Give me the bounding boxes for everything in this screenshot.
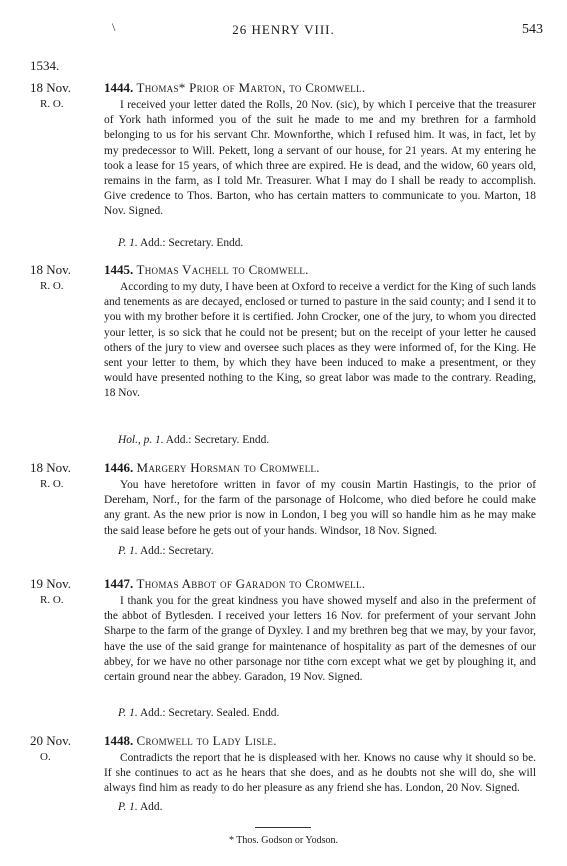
entry-date: 18 Nov.	[30, 262, 72, 277]
entry-body: Contradicts the report that he is displeased with her. Knows no cause why it should so be. If she continues to act as he hears that she does, and as he doubts not she will do, she will always find him as ready to do her pleasure as any friend she has. London, 20 Nov. Signed.	[104, 752, 536, 795]
year-label: 1534.	[30, 58, 60, 73]
entry-footer-pages: P. 1.	[118, 707, 138, 719]
entry-title: Thomas* Prior of Marton, to Cromwell.	[136, 80, 366, 95]
entry-number: 1446.	[104, 460, 134, 475]
calendar-entry	[0, 460, 567, 560]
entry-heading	[104, 733, 277, 749]
entry-body: I thank you for the great kindness you have showed myself and also in the preferment of the abbot of Bytlesden. I received your letters 16 Nov. for preferment of your servant John Sharpe to the farm of the grange of Dyxley. I and my brethren beg that we may, by your favor, have the use of the said grange for maintenance of hospitality as part of the demesnes of our abbey, for we have no other parsonage nor tithe corn except what we get by ploughing it, and certain ground near the abbey. Garadon, 19 Nov. Signed.	[104, 595, 536, 684]
entry-footer-pages: P. 1.	[118, 545, 138, 557]
entry-date: 20 Nov.	[30, 733, 72, 748]
entry-footer-text: Add.: Secretary. Endd.	[165, 434, 270, 446]
entry-source: R. O.	[40, 280, 64, 292]
entry-footer	[118, 545, 214, 557]
entry-heading	[104, 262, 309, 278]
entry-footer-text: Add.: Secretary. Sealed. Endd.	[139, 707, 280, 719]
entry-heading	[104, 460, 320, 476]
calendar-entry	[0, 733, 567, 818]
entry-footer-text: Add.: Secretary.	[139, 545, 214, 557]
calendar-entry	[0, 262, 567, 452]
entry-footer	[118, 801, 162, 813]
entry-source: R. O.	[40, 594, 64, 606]
entry-heading	[104, 576, 365, 592]
entry-footer	[118, 707, 279, 719]
entry-date: 18 Nov.	[30, 460, 72, 475]
entry-footer	[118, 237, 243, 249]
margin-mark: \	[112, 20, 116, 34]
running-head	[0, 22, 567, 42]
running-title: 26 HENRY VIII.	[232, 22, 335, 37]
entry-heading	[104, 80, 365, 96]
entry-number: 1447.	[104, 576, 134, 591]
entry-title: Thomas Abbot of Garadon to Cromwell.	[136, 576, 366, 591]
entry-body: I received your letter dated the Rolls, 20 Nov. (sic), by which I perceive that the treasurer of York hath informed you of the suit he made to me and my brethren for a farmhold belonging to us for his servant Chr. Mownforthe, which I refused him. It was, in fact, let by my predecessor to Will. Pekett, long a servant of our house, for 21 years. At my entering he took a lease for 15 years, of which three are expired. He is dead, and the widow, 60 years old, remains in the farm, as I told Mr. Treasurer. What I may do I shall be ready to accomplish. Give credence to Thos. Barton, who has certain matters to communicate to you. Marton, 18 Nov. Signed.	[104, 99, 536, 218]
entry-body: According to my duty, I have been at Oxford to receive a verdict for the King of such lands and tenements as are decayed, enclosed or turned to pasture in the said county; and I send it to you with my brother before it is certified. John Crocker, one of the jury, to whom you directed your letter, is so sick that he could not be present; but on the receipt of your letter he caused others of the jury to view and oversee such places as they were informed of, for the King. He sent your letter to them, by which they have been induced to make a presentment, or they would have presented nothing to the King, so great labor was made to the contrary. Reading, 18 Nov.	[104, 281, 536, 400]
entry-body: You have heretofore written in favor of my cousin Martin Hastingis, to the prior of Dereham, Norf., for the farm of the parsonage of Holcome, who died before he could make any grant. As the new prior is now in London, I beg you will so handle him as he may make the said lease before he gets out of your hands. Windsor, 18 Nov. Signed.	[104, 479, 536, 537]
calendar-entry	[0, 80, 567, 249]
footnote: * Thos. Godson or Yodson.	[228, 835, 338, 846]
entry-source: O.	[40, 751, 51, 763]
entry-footer-pages: P. 1.	[118, 801, 138, 813]
entry-number: 1444.	[104, 80, 134, 95]
entry-number: 1445.	[104, 262, 134, 277]
entry-footer-pages: P. 1.	[118, 237, 138, 249]
entry-source: R. O.	[40, 98, 64, 110]
entry-title: Margery Horsman to Cromwell.	[136, 460, 320, 475]
calendar-entry	[0, 576, 567, 719]
entry-title: Thomas Vachell to Cromwell.	[136, 262, 309, 277]
entry-date: 19 Nov.	[30, 576, 72, 591]
entry-footer-text: Add.: Secretary. Endd.	[139, 237, 244, 249]
entry-date: 18 Nov.	[30, 80, 72, 95]
entry-footer-text: Add.	[139, 801, 163, 813]
entry-number: 1448.	[104, 733, 134, 748]
entry-footer	[118, 434, 269, 446]
entry-title: Cromwell to Lady Lisle.	[136, 733, 277, 748]
entry-footer-pages: Hol., p. 1.	[118, 434, 164, 446]
entry-source: R. O.	[40, 478, 64, 490]
footnote-rule	[255, 827, 311, 828]
page-number: 543	[522, 22, 543, 37]
